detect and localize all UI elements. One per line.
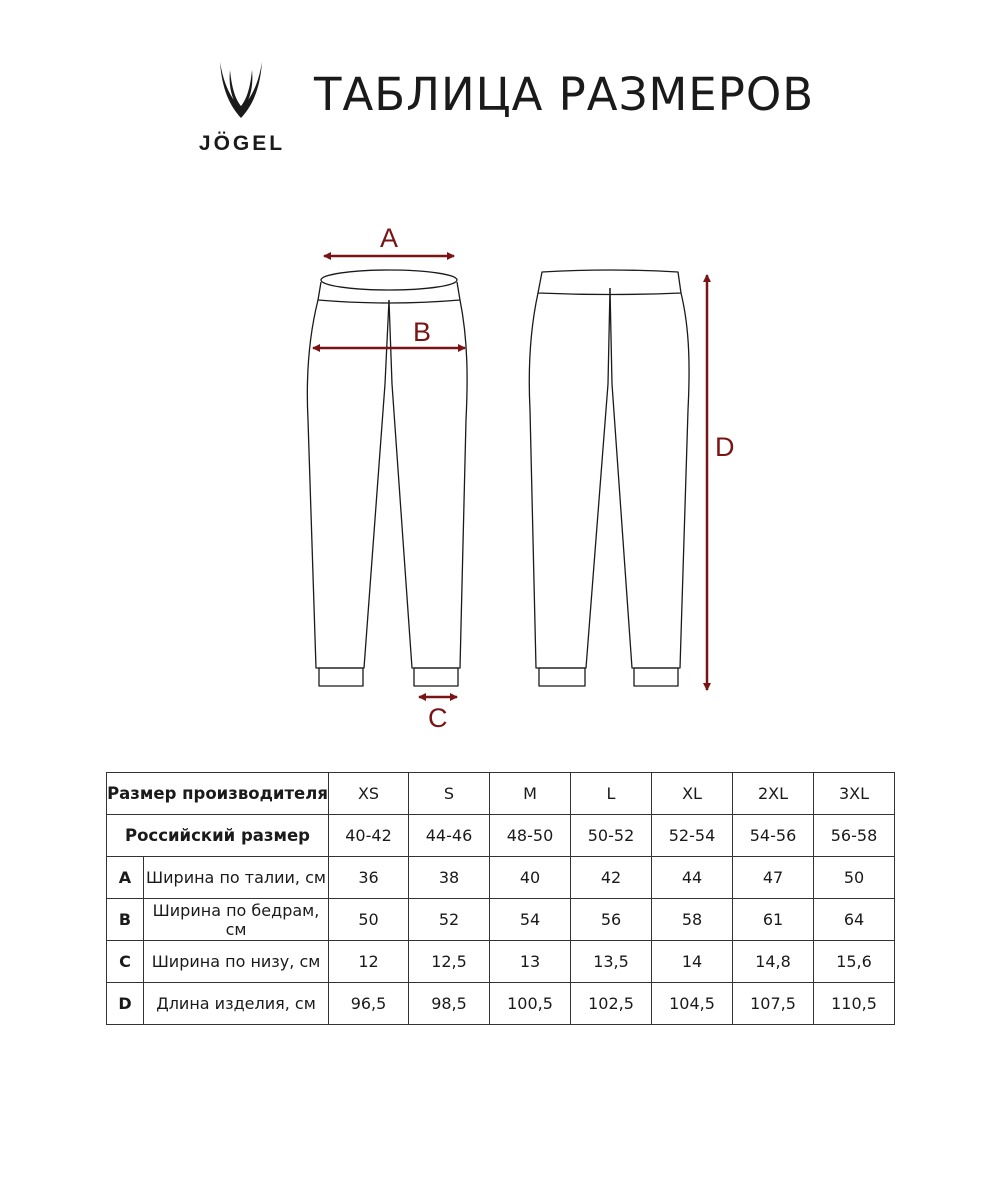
page-title: ТАБЛИЦА РАЗМЕРОВ — [314, 68, 815, 121]
value-cell: 58 — [652, 899, 733, 941]
value-cell: 64 — [814, 899, 895, 941]
value-cell: 56 — [571, 899, 652, 941]
value-cell: 104,5 — [652, 983, 733, 1025]
russian-size-cell: 40-42 — [329, 815, 409, 857]
measurement-row-d — [107, 983, 895, 1025]
value-cell: 14,8 — [733, 941, 814, 983]
row-label: Ширина по бедрам, см — [144, 899, 329, 941]
row-letter: A — [107, 857, 144, 899]
value-cell: 50 — [329, 899, 409, 941]
row-letter: D — [107, 983, 144, 1025]
value-cell: 14 — [652, 941, 733, 983]
value-cell: 12 — [329, 941, 409, 983]
russian-size-cell: 54-56 — [733, 815, 814, 857]
value-cell: 107,5 — [733, 983, 814, 1025]
pants-back-view — [529, 270, 689, 686]
size-cell: S — [409, 773, 490, 815]
value-cell: 50 — [814, 857, 895, 899]
value-cell: 44 — [652, 857, 733, 899]
brand-wordmark: JÖGEL — [198, 132, 286, 155]
size-cell: M — [490, 773, 571, 815]
pants-front-view — [307, 270, 467, 686]
value-cell: 15,6 — [814, 941, 895, 983]
russian-size-cell: 48-50 — [490, 815, 571, 857]
row-letter: B — [107, 899, 144, 941]
russian-size-header: Российский размер — [107, 815, 329, 857]
value-cell: 110,5 — [814, 983, 895, 1025]
russian-size-cell: 50-52 — [571, 815, 652, 857]
measurement-row-a — [107, 857, 895, 899]
size-cell: XL — [652, 773, 733, 815]
label-d: D — [715, 432, 735, 462]
value-cell: 98,5 — [409, 983, 490, 1025]
size-cell: 2XL — [733, 773, 814, 815]
value-cell: 102,5 — [571, 983, 652, 1025]
manufacturer-size-row — [107, 773, 895, 815]
size-cell: XS — [329, 773, 409, 815]
row-label: Длина изделия, см — [144, 983, 329, 1025]
value-cell: 12,5 — [409, 941, 490, 983]
value-cell: 54 — [490, 899, 571, 941]
label-a: A — [380, 223, 399, 253]
value-cell: 47 — [733, 857, 814, 899]
label-c: C — [428, 703, 448, 733]
value-cell: 36 — [329, 857, 409, 899]
size-cell: L — [571, 773, 652, 815]
manufacturer-size-header: Размер производителя — [107, 773, 329, 815]
row-letter: C — [107, 941, 144, 983]
dimension-arrows — [313, 256, 707, 697]
value-cell: 38 — [409, 857, 490, 899]
russian-size-row — [107, 815, 895, 857]
value-cell: 61 — [733, 899, 814, 941]
value-cell: 40 — [490, 857, 571, 899]
measurement-row-c — [107, 941, 895, 983]
label-b: B — [413, 317, 432, 347]
value-cell: 42 — [571, 857, 652, 899]
measurement-row-b — [107, 899, 895, 941]
russian-size-cell: 56-58 — [814, 815, 895, 857]
size-table — [106, 772, 895, 1025]
row-label: Ширина по низу, см — [144, 941, 329, 983]
size-cell: 3XL — [814, 773, 895, 815]
row-label: Ширина по талии, см — [144, 857, 329, 899]
value-cell: 13 — [490, 941, 571, 983]
value-cell: 100,5 — [490, 983, 571, 1025]
value-cell: 52 — [409, 899, 490, 941]
russian-size-cell: 52-54 — [652, 815, 733, 857]
value-cell: 96,5 — [329, 983, 409, 1025]
value-cell: 13,5 — [571, 941, 652, 983]
russian-size-cell: 44-46 — [409, 815, 490, 857]
